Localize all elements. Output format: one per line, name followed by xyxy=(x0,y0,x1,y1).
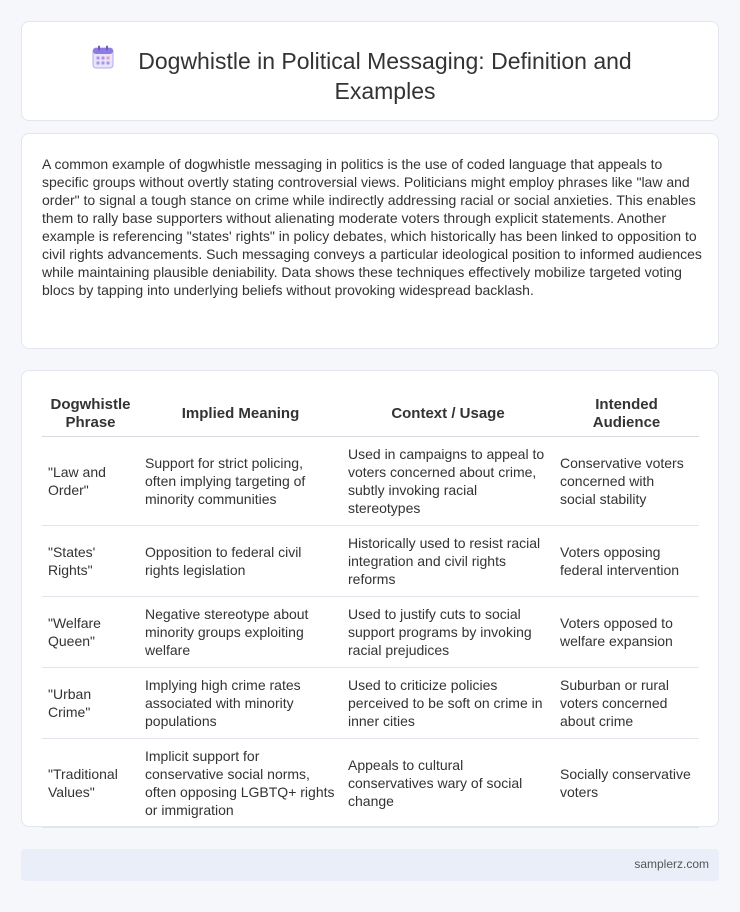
cell-meaning: Implicit support for conservative social norms, often opposing LGBTQ+ rights or immigration xyxy=(139,739,342,828)
column-header: Intended Audience xyxy=(554,391,699,437)
footer-brand-link[interactable]: samplerz.com xyxy=(634,857,709,871)
cell-context: Used to criticize policies perceived to be soft on crime in inner cities xyxy=(342,668,554,739)
dogwhistle-table xyxy=(42,391,699,828)
cell-meaning: Implying high crime rates associated with minority populations xyxy=(139,668,342,739)
cell-context: Appeals to cultural conservatives wary of social change xyxy=(342,739,554,828)
table-row xyxy=(42,437,699,526)
cell-phrase: "Traditional Values" xyxy=(42,739,139,828)
cell-phrase: "Welfare Queen" xyxy=(42,597,139,668)
summary-paragraph: A common example of dogwhistle messaging in politics is the use of coded language that appeals to specific groups without overtly stating controversial views. Politicians might employ phrases like "law and order" to signal a tough stance on crime while indirectly addressing racial or social anxieties. This enables them to rally base supporters without alienating moderate voters through explicit statements. Another example is referencing "states' rights" in policy debates, which historically has been linked to opposition to civil rights advancements. Such messaging conveys a particular ideological position to informed audiences while maintaining plausible deniability. Data shows these techniques effectively mobilize targeted voting blocs by tapping into underlying beliefs without provoking widespread backlash. xyxy=(42,156,702,298)
cell-audience: Socially conservative voters xyxy=(554,739,699,828)
cell-context: Used in campaigns to appeal to voters concerned about crime, subtly invoking racial stereotypes xyxy=(342,437,554,526)
table-row xyxy=(42,668,699,739)
cell-meaning: Opposition to federal civil rights legislation xyxy=(139,526,342,597)
cell-context: Used to justify cuts to social support programs by invoking racial prejudices xyxy=(342,597,554,668)
table-row xyxy=(42,597,699,668)
table-header-row xyxy=(42,391,699,437)
cell-audience: Suburban or rural voters concerned about crime xyxy=(554,668,699,739)
cell-context: Historically used to resist racial integration and civil rights reforms xyxy=(342,526,554,597)
cell-phrase: "States' Rights" xyxy=(42,526,139,597)
cell-meaning: Support for strict policing, often implying targeting of minority communities xyxy=(139,437,342,526)
column-header: Context / Usage xyxy=(342,391,554,437)
cell-meaning: Negative stereotype about minority groups exploiting welfare xyxy=(139,597,342,668)
column-header: Dogwhistle Phrase xyxy=(42,391,139,437)
cell-phrase: "Law and Order" xyxy=(42,437,139,526)
cell-audience: Voters opposed to welfare expansion xyxy=(554,597,699,668)
cell-phrase: "Urban Crime" xyxy=(42,668,139,739)
cell-audience: Voters opposing federal intervention xyxy=(554,526,699,597)
footer-bar xyxy=(21,849,719,881)
table-row xyxy=(42,739,699,828)
table-row xyxy=(42,526,699,597)
table-card xyxy=(21,370,719,827)
cell-audience: Conservative voters concerned with social stability xyxy=(554,437,699,526)
title-card xyxy=(21,21,719,121)
summary-card xyxy=(21,133,719,349)
page-title: Dogwhistle in Political Messaging: Definition and Examples xyxy=(138,48,632,104)
column-header: Implied Meaning xyxy=(139,391,342,437)
